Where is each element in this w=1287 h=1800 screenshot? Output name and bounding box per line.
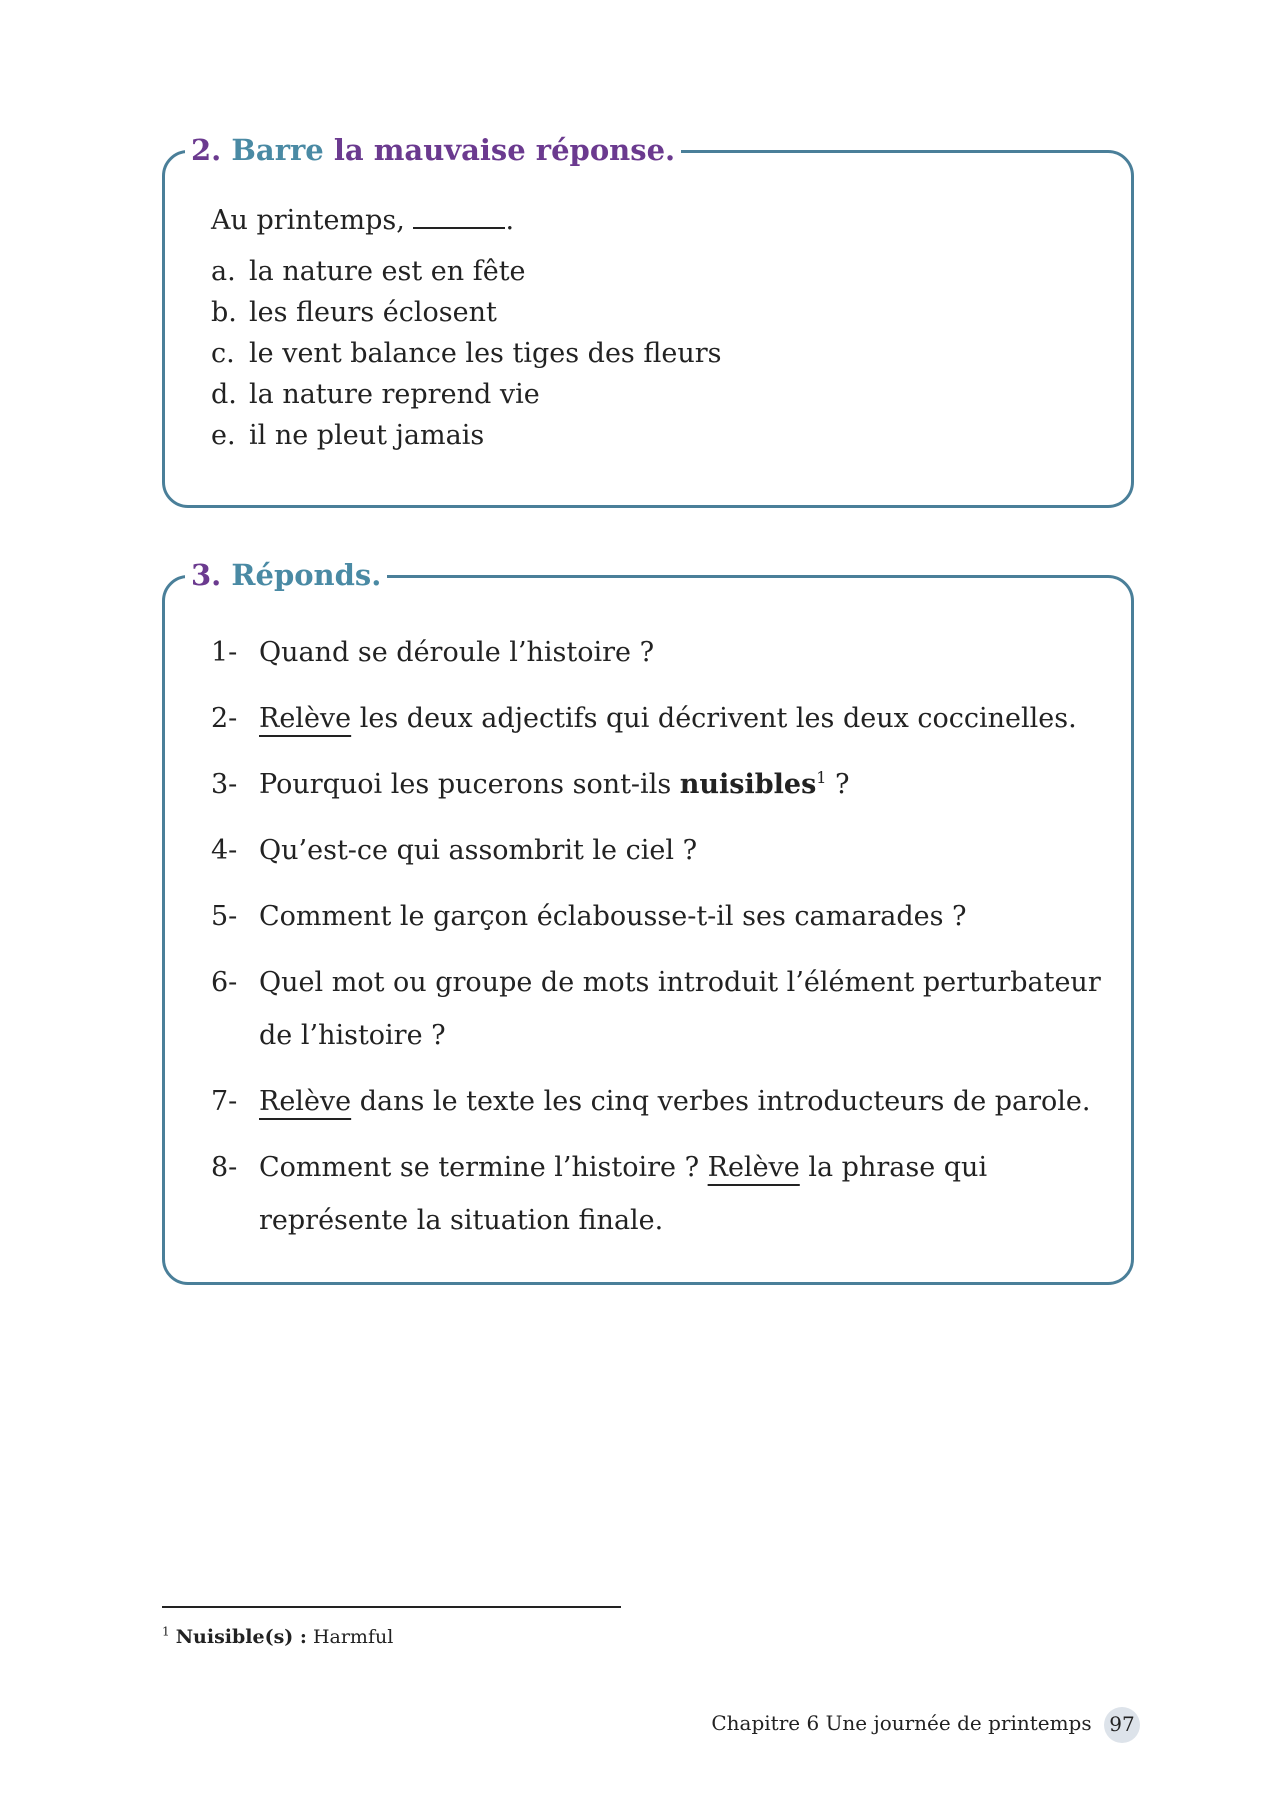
question-number: 7- [211,1086,238,1117]
question-text-pre: Pourquoi les pucerons sont-ils [259,769,680,800]
page-number: 97 [1104,1707,1140,1743]
option-item [211,292,722,333]
option-text: le vent balance les tiges des fleurs [249,338,722,369]
options-list [211,251,722,456]
question-item [211,956,1111,1062]
option-text: la nature est en fête [249,256,526,287]
option-letter: d. [211,379,237,410]
question-text-rest: dans le texte les cinq verbes introducteurs de parole. [351,1086,1091,1117]
question-number: 5- [211,901,238,932]
option-letter: e. [211,420,236,451]
question-text-post: ? [826,769,850,800]
question-item [211,758,1111,811]
question-text [259,758,1111,811]
question-text [259,890,1111,943]
exercise-2-number: 2. [191,133,222,167]
question-item [211,692,1111,745]
question-number: 1- [211,637,238,668]
question-text-body: Quand se déroule l’histoire ? [259,637,655,668]
footnote-rule [162,1606,621,1608]
question-text [259,956,1111,1062]
option-item [211,333,722,374]
exercise-3-title [185,552,387,598]
question-text [259,1141,1111,1247]
question-number: 6- [211,967,238,998]
underlined-verb: Relève [259,703,352,734]
exercise-2-title [185,127,681,173]
question-text-body: Quel mot ou groupe de mots introduit l’élément perturbateur de l’histoire ? [259,967,1101,1051]
question-text-rest: la phrase qui représente la situation finale. [259,1152,988,1236]
bold-term: nuisibles [679,769,817,800]
question-item [211,1075,1111,1128]
question-number: 2- [211,703,238,734]
option-item [211,415,722,456]
question-text [259,692,1111,745]
question-text [259,1075,1111,1128]
question-item [211,1141,1111,1247]
question-item [211,824,1111,877]
option-letter: b. [211,297,237,328]
chapter-label: Chapitre 6 [711,1711,820,1735]
option-text: les fleurs éclosent [249,297,497,328]
exercise-2-title-verb: Barre [231,133,324,167]
questions-list [211,626,1111,1260]
question-text-body: Qu’est-ce qui assombrit le ciel ? [259,835,698,866]
answer-blank [413,205,505,229]
question-text [259,626,1111,679]
prompt-period: . [505,205,515,236]
underlined-verb: Relève [707,1152,800,1183]
option-text: il ne pleut jamais [249,420,485,451]
question-text [259,824,1111,877]
exercise-3-title-text: Réponds. [231,558,382,592]
question-text-body: Comment le garçon éclabousse-t-il ses camarades ? [259,901,967,932]
exercise-2-title-rest: la mauvaise réponse. [333,133,676,167]
question-item [211,890,1111,943]
footnote-term: Nuisible(s) : [175,1626,307,1648]
question-number: 8- [211,1152,238,1183]
chapter-title: Une journée de printemps [825,1711,1092,1735]
option-letter: c. [211,338,235,369]
footnote-number: 1 [162,1624,170,1639]
question-text-rest: les deux adjectifs qui décrivent les deux coccinelles. [351,703,1077,734]
exercise-2-box [162,133,1134,508]
question-text-pre: Comment se termine l’histoire ? [259,1152,708,1183]
exercise-2-prompt [211,203,514,239]
exercise-3-box [162,558,1134,1285]
footnote [162,1624,393,1650]
footnote-definition: Harmful [312,1626,394,1648]
option-item [211,374,722,415]
exercise-3-number: 3. [191,558,222,592]
page-footer [700,1706,1140,1743]
question-number: 4- [211,835,238,866]
question-item [211,626,1111,679]
footnote-ref: 1 [816,768,827,787]
question-number: 3- [211,769,238,800]
option-item [211,251,722,292]
underlined-verb: Relève [259,1086,352,1117]
option-text: la nature reprend vie [249,379,540,410]
prompt-text: Au printemps, [211,205,405,236]
option-letter: a. [211,256,236,287]
